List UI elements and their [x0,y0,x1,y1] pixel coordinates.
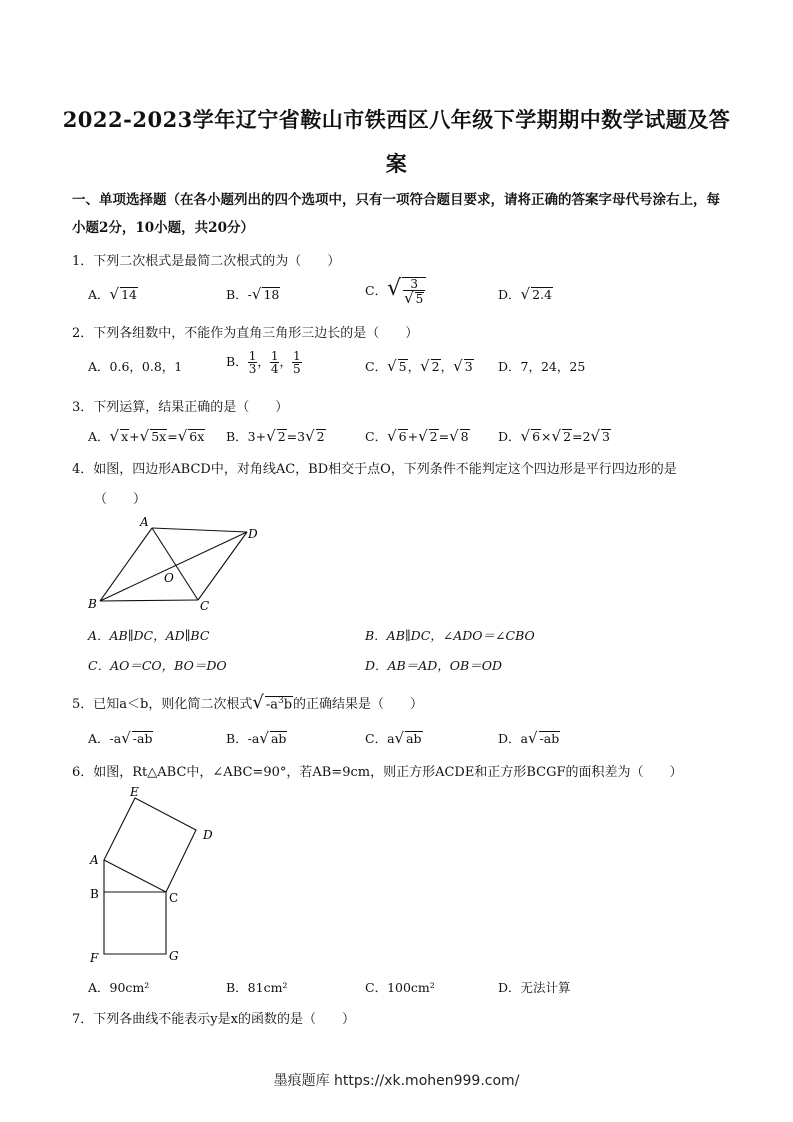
q1-option-a: A．√ 14 [88,285,137,303]
q5-option-a: A．-a√ -ab [88,729,153,747]
doc-title-line2: 案 [385,151,408,176]
question-5-stem: 5．已知a＜b，则化简二次根式√ $-a^3b$的正确结果是（ ） [72,692,424,713]
doc-title-line1: 2022-2023学年辽宁省鞍山市铁西区八年级下学期期中数学试题及答 [62,107,731,132]
question-1-stem: 1．下列二次根式是最简二次根式的为（ ） [72,254,341,269]
q2-option-c: C．√ 5，√ 2，√ 3 [365,357,473,375]
label-G: G [169,949,179,963]
question-2-stem: 2．下列各组数中，不能作为直角三角形三边长的是（ ） [72,326,419,341]
label-B: B [88,597,97,611]
q1-option-b: B．-√ 18 [226,285,280,303]
q5-option-d: D．a√ -ab [498,729,560,747]
label-O: O [164,571,174,585]
label-D: D [203,828,213,842]
label-C: C [169,891,179,905]
q6-option-a: A．90cm² [88,980,150,995]
section-heading: 一、单项选择题（在各小题列出的四个选项中，只有一项符合题目要求，请将正确的答案字母代号涂右上，每小题2分，10小题，共20分） [72,192,720,236]
q3-option-b: B．3+√ 2=3√ 2 [226,427,325,445]
q4-option-d: D．AB＝AD，OB＝OD [365,658,502,673]
squares-figure [86,784,226,968]
q2-option-b: B． $\frac{1}{3}$ ， $\frac{1}{4}$ ， $\frac{1}{5}$ [226,349,301,376]
q2-option-d: D．7，24，25 [498,359,586,374]
q1-option-c: C．√ $\frac{3}{√ 5}$ [365,276,426,306]
q5-option-b: B．-a√ ab [226,729,287,747]
question-4-paren: （ ） [94,492,147,507]
question-4-stem: 4．如图，四边形ABCD中，对角线AC，BD相交于点O，下列条件不能判定这个四边形是平行四边形的是 [72,462,677,477]
page-footer: 墨痕题库 https://xk.mohen999.com/ [273,1073,520,1089]
q3-option-a: A．√ x+√ 5x=√ 6x [88,427,205,445]
label-C: C [200,599,210,613]
q5-option-c: C．a√ ab [365,729,422,747]
question-3-stem: 3．下列运算，结果正确的是（ ） [72,400,289,415]
label-B: B [90,887,99,901]
q3-option-c: C．√ 6+√ 2=√ 8 [365,427,469,445]
q6-option-b: B．81cm² [226,980,288,995]
q2-option-a: A．0.6，0.8，1 [88,359,183,374]
q6-option-d: D．无法计算 [498,980,571,995]
label-A: A [140,515,149,529]
label-E: E [130,785,139,799]
q4-option-c: C．AO＝CO，BO＝DO [88,658,227,673]
q6-option-c: C．100cm² [365,980,435,995]
q4-option-b: B．AB∥DC，∠ADO＝∠CBO [365,628,535,643]
parallelogram-figure [86,512,266,616]
q1-option-d: D．√ 2.4 [498,285,552,303]
label-D: D [248,527,258,541]
question-7-stem: 7．下列各曲线不能表示y是x的函数的是（ ） [72,1012,355,1027]
label-A: A [90,853,99,867]
question-6-stem: 6．如图，Rt△ABC中，∠ABC=90°，若AB=9cm，则正方形ACDE和正方形BCGF的面积差为（ ） [72,765,683,780]
label-F: F [90,951,99,965]
q3-option-d: D．√ 6×√ 2=2√ 3 [498,427,610,445]
q4-option-a: A．AB∥DC，AD∥BC [88,628,210,643]
